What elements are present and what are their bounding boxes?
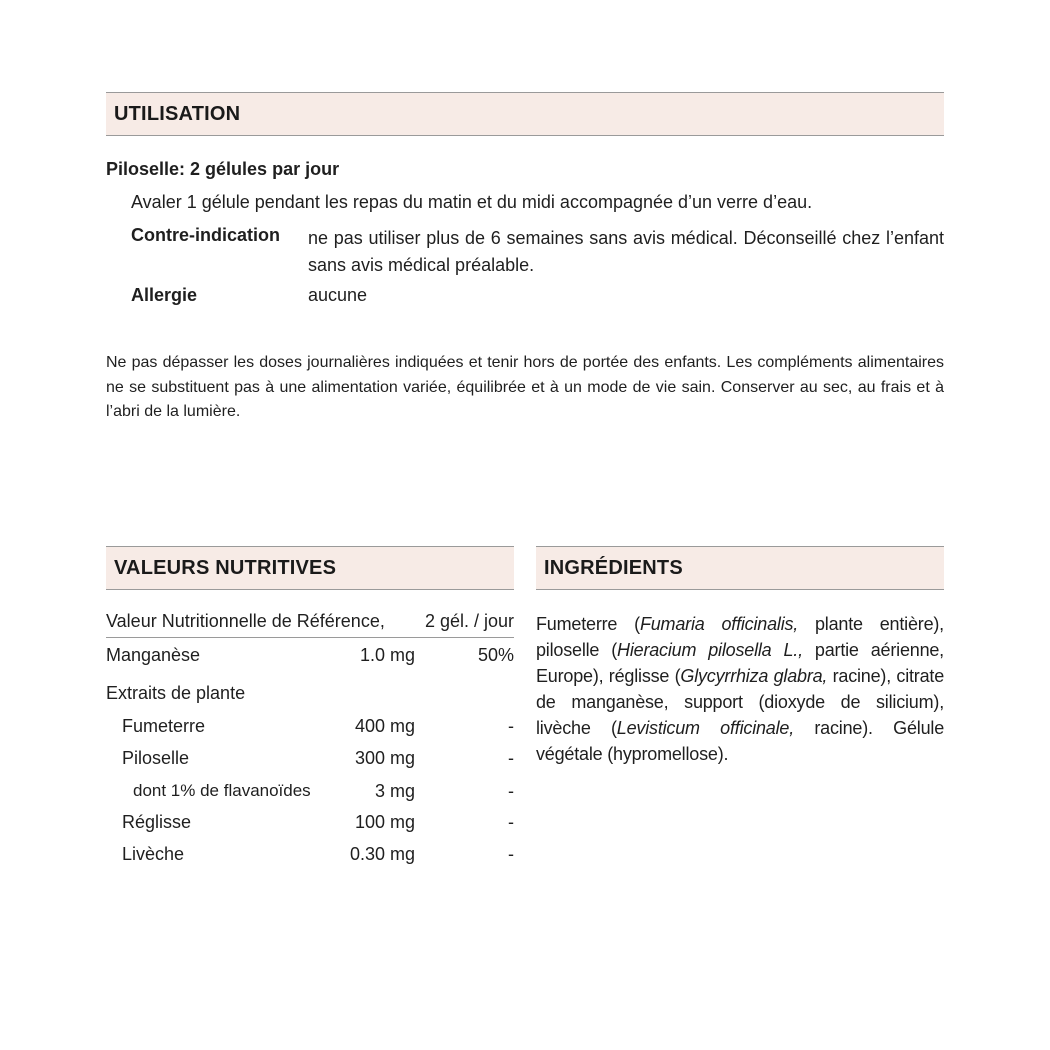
ingredients-part-2: plante entière), piloselle ( bbox=[536, 614, 944, 660]
ingredients-header bbox=[536, 546, 944, 590]
warning-text: Ne pas dépasser les doses journalières indiquées et tenir hors de portée des enfants. Les compléments alimentaires ne se substituent pas à une alimentation variée, équilibrée et à un mode de vie sain. Conserver au sec, au frais et à l’abri de la lumière. bbox=[106, 354, 944, 420]
instruction-text: Avaler 1 gélule pendant les repas du matin et du midi accompagnée d’un verre d’eau. bbox=[131, 192, 813, 212]
ingredients-text bbox=[536, 611, 944, 767]
ingredients-latin-1: Fumaria officinalis, bbox=[639, 614, 799, 634]
row-amount: 0.30 mg bbox=[349, 844, 415, 864]
utilisation-header bbox=[106, 92, 944, 136]
ingredients-part-1: Fumeterre ( bbox=[536, 614, 640, 634]
ingredients-part-3: partie aérienne, Europe), réglisse ( bbox=[536, 640, 944, 686]
ingredients-latin-2: Hieracium pilosella L., bbox=[617, 640, 803, 660]
row-amount: 3 mg bbox=[374, 781, 415, 801]
extraits-label: Extraits de plante bbox=[106, 683, 246, 703]
nutrition-header bbox=[106, 546, 514, 590]
nutrition-title: VALEURS NUTRITIVES bbox=[114, 556, 337, 579]
contre-indication-label: Contre-indication bbox=[131, 225, 280, 245]
utilisation-title: UTILISATION bbox=[114, 102, 241, 125]
ingredients-latin-4: Levisticum officinale, bbox=[616, 718, 795, 738]
table-row bbox=[0, 781, 1050, 807]
row-vnr: - bbox=[508, 844, 514, 864]
ingredients-title: INGRÉDIENTS bbox=[544, 556, 683, 579]
row-vnr: - bbox=[508, 716, 514, 736]
row-amount: 400 mg bbox=[354, 716, 415, 736]
row-vnr: - bbox=[508, 812, 514, 832]
row-name: Livèche bbox=[122, 844, 185, 864]
manganese-vnr: 50% bbox=[477, 645, 514, 665]
nutrition-header-divider bbox=[106, 637, 514, 638]
nutrition-header-label: Valeur Nutritionnelle de Référence, bbox=[106, 611, 385, 631]
row-amount: 300 mg bbox=[354, 748, 415, 768]
allergie-text: aucune bbox=[308, 285, 368, 305]
row-name: dont 1% de flavanoïdes bbox=[133, 781, 311, 800]
dosage-heading: Piloselle: 2 gélules par jour bbox=[106, 159, 340, 179]
row-vnr: - bbox=[508, 748, 514, 768]
ingredients-part-4: racine), citrate de manganèse, support (dioxyde de silicium), livèche ( bbox=[536, 666, 945, 738]
table-row bbox=[0, 844, 1050, 870]
ingredients-latin-3: Glycyrrhiza glabra, bbox=[680, 666, 828, 686]
table-row bbox=[0, 812, 1050, 838]
row-name: Fumeterre bbox=[122, 716, 206, 736]
manganese-amount: 1.0 mg bbox=[359, 645, 415, 665]
manganese-name: Manganèse bbox=[106, 645, 201, 665]
row-vnr: - bbox=[508, 781, 514, 801]
row-amount: 100 mg bbox=[354, 812, 415, 832]
allergie-label: Allergie bbox=[131, 285, 198, 305]
row-name: Réglisse bbox=[122, 812, 192, 832]
ingredients-part-5: racine). Gélule végétale (hypromellose). bbox=[536, 718, 945, 764]
row-name: Piloselle bbox=[122, 748, 190, 768]
nutrition-header-value: 2 gél. / jour bbox=[424, 611, 514, 631]
contre-indication-text: ne pas utiliser plus de 6 semaines sans avis médical. Déconseillé chez l’enfant sans avis médical préalable. bbox=[308, 228, 944, 275]
